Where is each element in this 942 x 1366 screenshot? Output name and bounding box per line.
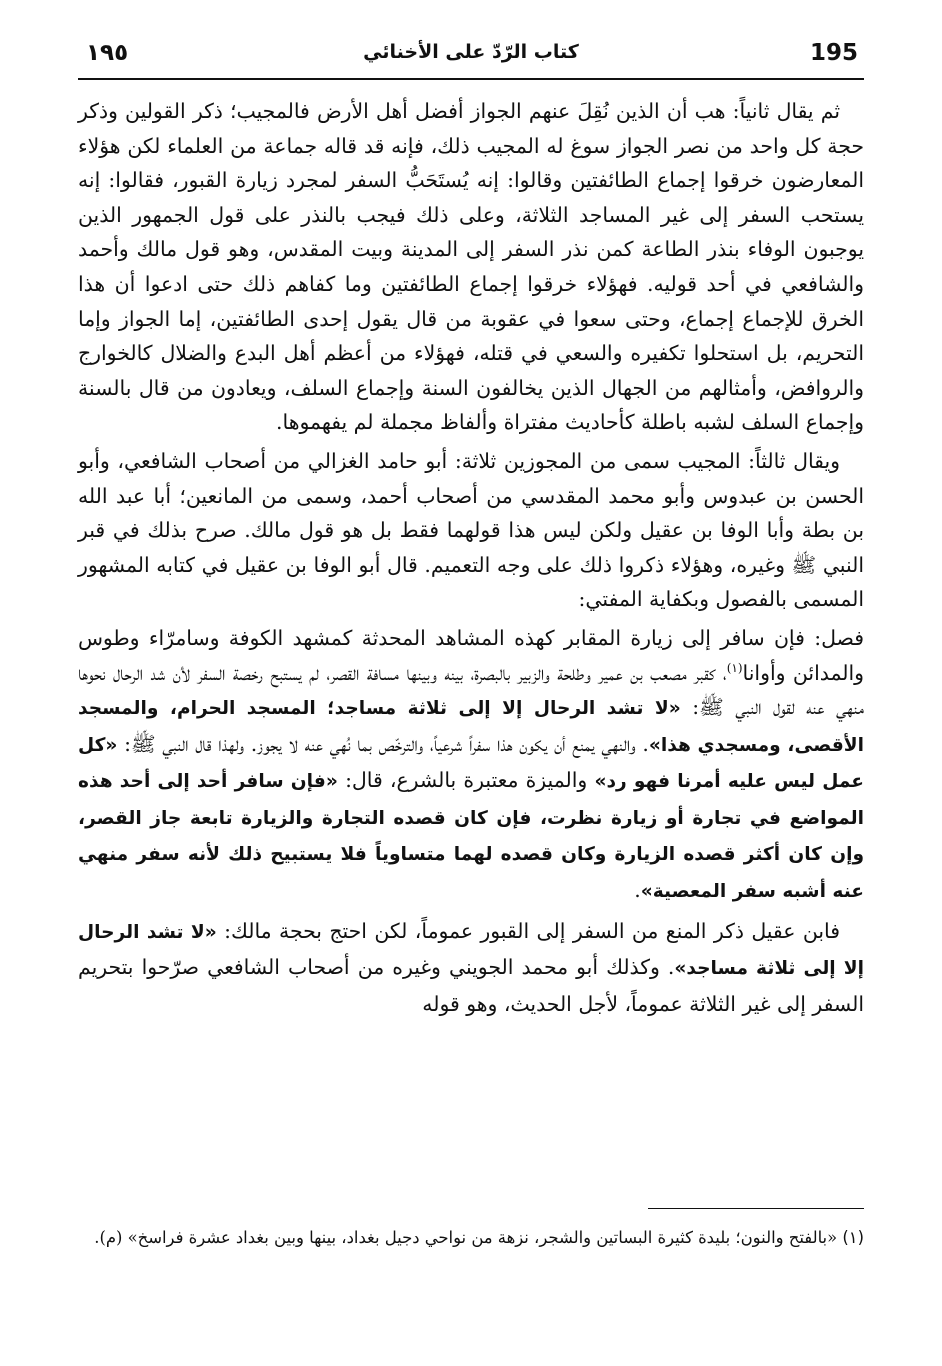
page-number-arabic: ١٩٥: [86, 40, 129, 66]
text-segment: فصل: فإن سافر إلى زيارة المقابر كهذه المشاهد المحدثة كمشهد الكوفة وسامرّاء وطوس والمدائن وأوانا: [78, 625, 864, 685]
bold-quote: «كل عمل ليس عليه أمرنا فهو رد»: [78, 734, 864, 793]
footnote: [78, 1224, 864, 1252]
text-segment: فابن عقيل ذكر المنع من السفر إلى القبور عموماً، لكن احتج بحجة مالك:: [216, 918, 840, 943]
text-segment: ، كقبر مصعب بن عمير وطلحة والزبير بالبصرة، بينه وبينها مسافة القصر، لم يستبح رخصة السفر لأن شد الرحال نحوها منهي عنه لقول النبي ﷺ:: [78, 660, 864, 720]
text-segment: والميزة معتبرة بالشرع، قال:: [337, 768, 595, 793]
text-segment: ثم يقال ثانياً: هب أن الذين نُقِلَ عنهم الجواز أفضل أهل الأرض فالمجيب؛ ذكر القولين وذكر حجة كل واحد من نصر الجواز سوغ له المجيب ذلك، فإنه قد قاله جماعة من العلماء لكن هؤلاء المعارضون خرقوا إجماع الطائفتين وقالوا: إنه يُستَحَبُّ السفر لمجرد زيارة القبور، فقالوا: إنه يستحب السفر إلى غير المساجد الثلاثة، وعلى ذلك فيجب بالنذر على قول الجمهور الذين يوجبون الوفاء بنذر الطاعة كمن نذر السفر إلى المدينة وبيت المقدس، وهو قول مالك وأحمد والشافعي في أحد قوليه. فهؤلاء خرقوا إجماع الطائفتين وما كفاهم ذلك حتى ادعوا أن هذا الخرق للإجماع إجماع، وحتى سعوا في عقوبة من قال يقول إحدى الطائفتين، إما الجواز وإما التحريم، بل استحلوا تكفيره والسعي في قتله، فهؤلاء من أعظم أهل البدع والضلال كالخوارج والروافض، وأمثالهم من الجهال الذين يخالفون السنة وإجماع السلف، ويعادون من قال بالسنة وإجماع السلف لشبه باطلة كأحاديث مفتراة وألفاظ مجملة لم يفهموها.: [78, 99, 864, 435]
text-segment: ويقال ثالثاً: المجيب سمى من المجوزين ثلاثة: أبو حامد الغزالي من أصحاب الشافعي، وأبو الحسن بن عبدوس وأبو محمد المقدسي من أصحاب أحمد، وسمى من المانعين؛ أبا عبد الله بن بطة وأبا الوفا بن عقيل ولكن ليس هذا قولهما فقط بل هو قول مالك. صرح بذلك في قبر النبي ﷺ وغيره، وهؤلاء ذكروا ذلك على وجه التعميم. قال أبو الوفا بن عقيل في كتابه المشهور المسمى بالفصول وبكفاية المفتي:: [78, 448, 864, 612]
text-segment: .: [634, 878, 641, 903]
text-segment: . والنهي يمنع أن يكون هذا سفراً شرعياً، والترخّص بما نُهي عنه لا يجوز. ولهذا قال النبي ﷺ:: [117, 731, 649, 756]
footnote-text: «بالفتح والنون؛ بليدة كثيرة البساتين والشجر، نزهة من نواحي دجيل بغداد، بينها وبين بغداد عشرة فراسخ» (م).: [94, 1228, 838, 1247]
paragraph: [78, 94, 864, 440]
bold-quote: «لا تشد الرحال إلا إلى ثلاثة مساجد؛ المسجد الحرام، والمسجد الأقصى، ومسجدي هذا»: [78, 698, 864, 756]
bold-quote: «لا تشد الرحال إلا إلى ثلاثة مساجد»: [78, 921, 865, 980]
page-header: [78, 34, 864, 80]
book-page: [78, 34, 864, 1334]
running-title: كتاب الرّدّ على الأخنائي: [363, 41, 579, 63]
footnote-marker: (١): [842, 1228, 864, 1247]
paragraph: [78, 914, 864, 1022]
text-segment: . وكذلك أبو محمد الجويني وغيره من أصحاب الشافعي صرّحوا بتحريم السفر إلى غير الثلاثة عموماً، لأجل الحديث، وهو قوله: [78, 955, 864, 1016]
paragraph: [78, 444, 864, 617]
page-number-latin: 195: [809, 40, 858, 66]
bold-quote: «فإن سافر أحد إلى أحد هذه المواضع في تجارة أو زيارة نظرت، فإن كان قصده التجارة والزيارة تابعة جاز القصر، وإن كان أكثر قصده الزيارة وكان قصده لهما متساوياً فلا يستبيح ذلك لأنه سفر منهي عنه أشبه سفر المعصية»: [78, 771, 864, 903]
paragraph: [78, 621, 864, 910]
footnote-separator: [648, 1208, 864, 1209]
main-text: [78, 94, 864, 1021]
footnote-reference: (١): [726, 660, 743, 675]
